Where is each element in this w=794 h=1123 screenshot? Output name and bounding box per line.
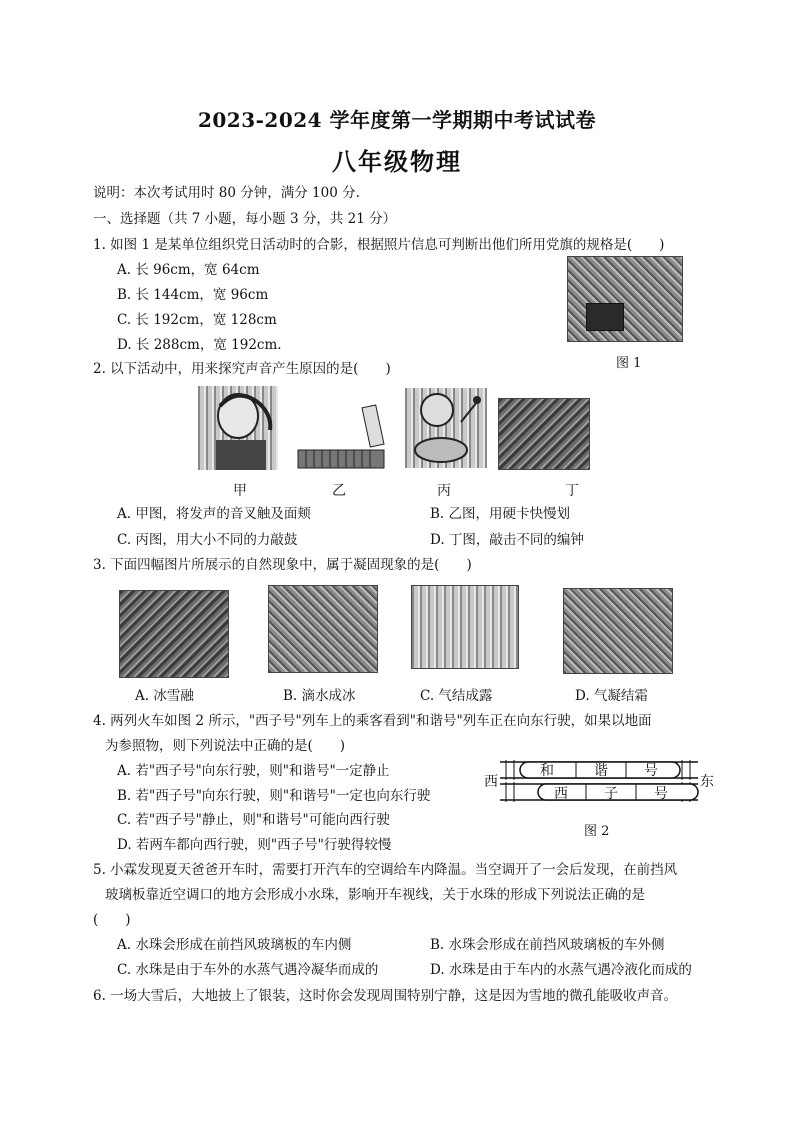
question-1-stem: 1. 如图 1 是某单位组织党日活动时的合影，根据照片信息可判断出他们所用党旗的规格是( ) — [93, 237, 665, 253]
question-1-option-d: D. 长 288cm，宽 192cm. — [117, 337, 282, 353]
question-2-option-c: C. 丙图，用大小不同的力敲鼓 — [117, 532, 298, 548]
question-3-option-d: D. 气凝结霜 — [575, 688, 648, 704]
figure-dew — [411, 585, 519, 669]
figure-2-caption: 图 2 — [584, 824, 610, 839]
figure-label-ding: 丁 — [565, 483, 579, 499]
question-3-stem: 3. 下面四幅图片所展示的自然现象中，属于凝固现象的是( ) — [93, 557, 472, 573]
train-xizi-char-3: 号 — [654, 786, 668, 802]
question-1-option-b: B. 长 144cm，宽 96cm — [117, 287, 269, 303]
page-subtitle: 八年级物理 — [332, 147, 462, 176]
question-4-option-a: A. 若"西子号"向东行驶，则"和谐号"一定静止 — [117, 763, 390, 779]
question-1-option-a: A. 长 96cm，宽 64cm — [117, 262, 260, 278]
question-1-option-c: C. 长 192cm，宽 128cm — [117, 312, 277, 328]
question-4-stem-line1: 4. 两列火车如图 2 所示，"西子号"列车上的乘客看到"和谐号"列车正在向东行驶，如果以地面 — [93, 713, 652, 729]
figure-2-trains — [484, 758, 714, 806]
question-4-option-b: B. 若"西子号"向东行驶，则"和谐号"一定也向东行驶 — [117, 788, 431, 804]
direction-east-label: 东 — [700, 774, 714, 790]
question-2-option-a: A. 甲图，将发声的音叉触及面颊 — [117, 506, 311, 522]
question-5-stem-line3: ( ) — [93, 912, 131, 928]
question-3-option-a: A. 冰雪融 — [135, 688, 194, 704]
exam-note: 说明：本次考试用时 80 分钟，满分 100 分. — [93, 185, 360, 201]
train-xizi-char-1: 西 — [554, 786, 568, 802]
question-2-stem: 2. 以下活动中，用来探究声音产生原因的是( ) — [93, 361, 391, 377]
figure-yi-comb-card — [296, 398, 386, 472]
question-2-option-b: B. 乙图，用硬卡快慢划 — [430, 506, 571, 522]
question-4-option-c: C. 若"西子号"静止，则"和谐号"可能向西行驶 — [117, 812, 390, 828]
question-4-option-d: D. 若两车都向西行驶，则"西子号"行驶得较慢 — [117, 837, 392, 853]
figure-label-bing: 丙 — [437, 483, 451, 499]
question-3-option-b: B. 滴水成冰 — [283, 688, 356, 704]
train-hexie-char-1: 和 — [540, 763, 554, 779]
direction-west-label: 西 — [484, 774, 498, 790]
figure-label-yi: 乙 — [332, 483, 346, 499]
figure-ice-melting — [119, 590, 229, 678]
train-hexie-char-3: 号 — [644, 763, 658, 779]
question-5-option-a: A. 水珠会形成在前挡风玻璃板的车内侧 — [117, 937, 352, 953]
figure-bing-drum — [405, 388, 487, 468]
figure-frost — [563, 588, 673, 674]
question-4-stem-line2: 为参照物，则下列说法中正确的是( ) — [105, 738, 346, 754]
figure-icicles — [268, 585, 378, 673]
figure-1-group-photo — [567, 256, 683, 342]
figure-ding-bianzhong — [498, 398, 590, 470]
question-2-option-d: D. 丁图，敲击不同的编钟 — [430, 532, 584, 548]
figure-jia-tuning-fork — [198, 386, 278, 470]
train-xizi-char-2: 子 — [604, 786, 618, 802]
question-5-stem-line1: 5. 小霖发现夏天爸爸开车时，需要打开汽车的空调给车内降温。当空调开了一会后发现，在前挡风 — [93, 862, 678, 878]
question-5-option-d: D. 水珠是由于车内的水蒸气遇冷液化而成的 — [430, 962, 692, 978]
question-5-option-b: B. 水珠会形成在前挡风玻璃板的车外侧 — [430, 937, 665, 953]
figure-1-caption: 图 1 — [616, 356, 642, 371]
train-hexie-char-2: 谐 — [594, 763, 608, 779]
figure-label-jia: 甲 — [233, 483, 247, 499]
party-flag-icon — [586, 303, 624, 331]
question-5-stem-line2: 玻璃板靠近空调口的地方会形成小水珠，影响开车视线，关于水珠的形成下列说法正确的是 — [105, 887, 645, 903]
question-6-stem: 6. 一场大雪后，大地披上了银装，这时你会发现周围特别宁静，这是因为雪地的微孔能吸收声音。 — [93, 988, 678, 1004]
page-title: 2023-2024 学年度第一学期期中考试试卷 — [197, 108, 597, 132]
section-heading: 一、选择题（共 7 小题，每小题 3 分，共 21 分） — [93, 211, 397, 227]
question-5-option-c: C. 水珠是由于车外的水蒸气遇冷凝华而成的 — [117, 962, 379, 978]
question-3-option-c: C. 气结成露 — [420, 688, 493, 704]
